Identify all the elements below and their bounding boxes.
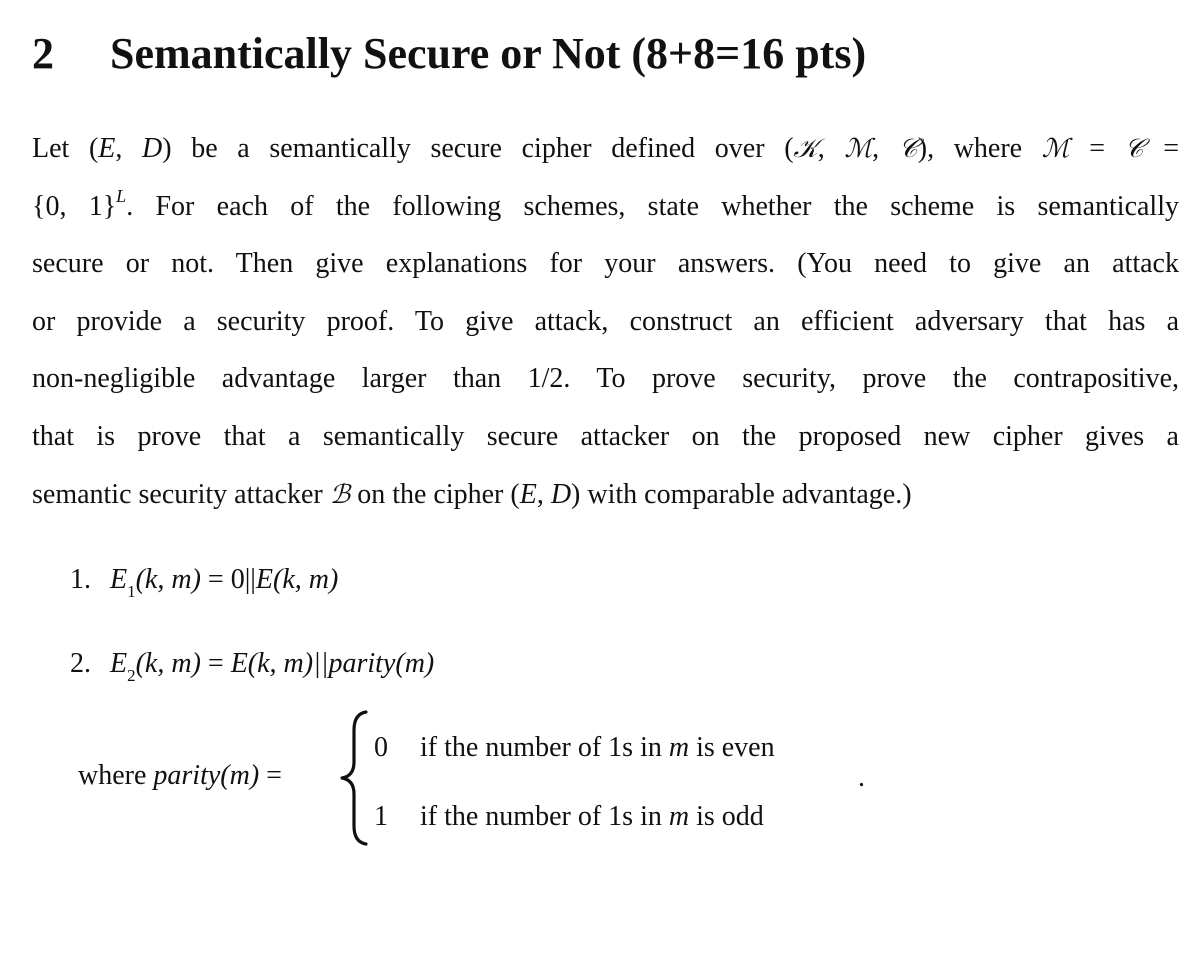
statement-line: secure or not. Then give explanations for your answers. (You need to give an attack [32, 248, 1179, 280]
parity-definition-label: where parity(m) = [78, 760, 282, 791]
ciphertext-space-symbol: 𝒞 [898, 134, 918, 164]
item-marker: 2. [70, 648, 91, 679]
statement-line: non-negligible advantage larger than 1/2. To prove security, prove the contrapositive, [32, 363, 1179, 395]
key-space-symbol: 𝒦 [793, 134, 818, 164]
attacker-symbol: ℬ [329, 479, 351, 510]
section-title: Semantically Secure or Not (8+8=16 pts) [110, 29, 867, 78]
section-number: 2 [32, 29, 54, 78]
parity-case-even: 0 if the number of 1s in m is even [374, 732, 775, 763]
message-space-symbol: ℳ [844, 134, 873, 164]
statement-line: {0, 1}$^L$. For each of the following schemes, state whether the scheme is semantically [32, 186, 1179, 222]
item-marker: 1. [70, 564, 91, 595]
cases-brace [334, 708, 370, 848]
section-heading [32, 24, 866, 84]
parity-case-odd: 1 if the number of 1s in m is odd [374, 801, 764, 832]
scheme-item: 2. $E_2(k$, m) = E(k, m)||parity(m) [70, 644, 434, 684]
statement-line: that is prove that a semantically secure attacker on the proposed new cipher gives a [32, 420, 1179, 452]
scheme-item: 1. $E_1(k$, m) = 0||E(k, m) [70, 560, 338, 600]
definition-period: . [858, 762, 865, 793]
statement-line: or provide a security proof. To give attack, construct an efficient adversary that has a [32, 305, 1179, 337]
statement-line: semantic security attacker ℬ on the cipher (E, D) with comparable advantage.) [32, 478, 912, 510]
statement-line: Let (E, D) be a semantically secure cipher defined over (𝒦, ℳ, 𝒞), where ℳ = 𝒞 = [32, 133, 1180, 164]
problem-statement [32, 120, 1179, 523]
